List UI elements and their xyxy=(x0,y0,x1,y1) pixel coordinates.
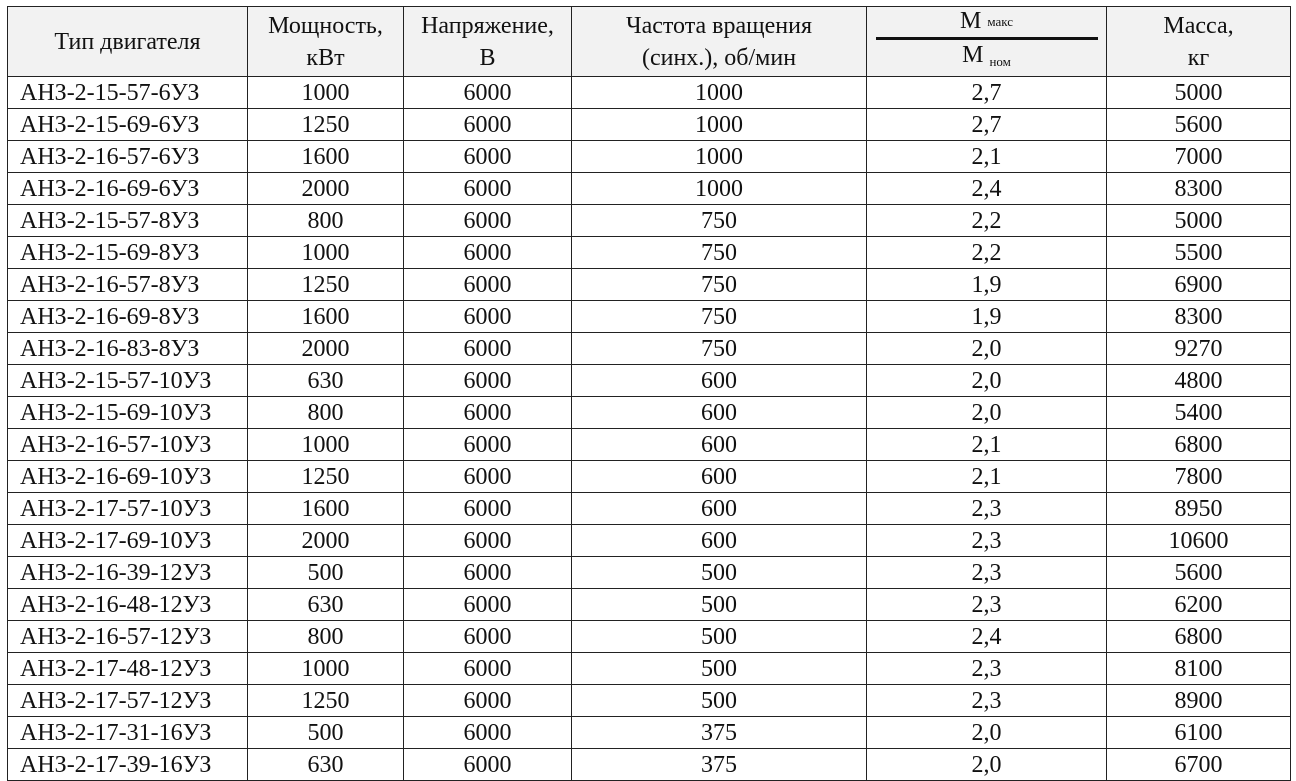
cell-torque-ratio: 2,7 xyxy=(867,109,1107,141)
cell-type: АНЗ-2-15-69-8УЗ xyxy=(8,237,248,269)
cell-mass: 7000 xyxy=(1107,141,1291,173)
header-power-line2: кВт xyxy=(306,44,345,71)
cell-mass: 9270 xyxy=(1107,333,1291,365)
cell-type: АНЗ-2-16-39-12УЗ xyxy=(8,557,248,589)
cell-mass: 6800 xyxy=(1107,621,1291,653)
cell-power: 2000 xyxy=(248,173,404,205)
cell-type: АНЗ-2-15-69-6УЗ xyxy=(8,109,248,141)
table-row xyxy=(8,397,1291,429)
torque-denominator-subscript: ном xyxy=(989,54,1011,69)
cell-torque-ratio: 2,3 xyxy=(867,653,1107,685)
cell-speed: 600 xyxy=(572,461,867,493)
cell-speed: 500 xyxy=(572,685,867,717)
cell-power: 500 xyxy=(248,717,404,749)
cell-mass: 6100 xyxy=(1107,717,1291,749)
header-type xyxy=(8,7,248,77)
cell-speed: 375 xyxy=(572,749,867,781)
torque-denominator xyxy=(876,41,1098,76)
table-row xyxy=(8,173,1291,205)
cell-power: 1000 xyxy=(248,429,404,461)
cell-voltage: 6000 xyxy=(404,109,572,141)
cell-power: 1250 xyxy=(248,685,404,717)
header-speed-line2: (синх.), об/мин xyxy=(641,44,797,71)
cell-type: АНЗ-2-16-69-10УЗ xyxy=(8,461,248,493)
cell-voltage: 6000 xyxy=(404,749,572,781)
cell-speed: 375 xyxy=(572,717,867,749)
table-header xyxy=(8,7,1291,77)
cell-power: 630 xyxy=(248,749,404,781)
cell-voltage: 6000 xyxy=(404,653,572,685)
cell-power: 800 xyxy=(248,205,404,237)
cell-speed: 750 xyxy=(572,301,867,333)
cell-voltage: 6000 xyxy=(404,685,572,717)
cell-speed: 500 xyxy=(572,621,867,653)
table-row xyxy=(8,205,1291,237)
fraction-bar xyxy=(876,37,1098,40)
cell-torque-ratio: 2,4 xyxy=(867,173,1107,205)
cell-type: АНЗ-2-17-39-16УЗ xyxy=(8,749,248,781)
torque-numerator-subscript: макс xyxy=(987,14,1013,29)
torque-ratio-fraction xyxy=(876,7,1098,76)
cell-mass: 5600 xyxy=(1107,109,1291,141)
cell-voltage: 6000 xyxy=(404,397,572,429)
header-power-line1: Мощность, xyxy=(268,12,383,39)
header-speed xyxy=(572,7,867,77)
header-voltage-line1: Напряжение, xyxy=(421,12,554,39)
cell-voltage: 6000 xyxy=(404,141,572,173)
cell-mass: 7800 xyxy=(1107,461,1291,493)
cell-type: АНЗ-2-16-57-8УЗ xyxy=(8,269,248,301)
cell-type: АНЗ-2-15-57-10УЗ xyxy=(8,365,248,397)
cell-type: АНЗ-2-15-57-6УЗ xyxy=(8,77,248,109)
table-row xyxy=(8,493,1291,525)
table-row xyxy=(8,525,1291,557)
header-power xyxy=(248,7,404,77)
cell-type: АНЗ-2-16-48-12УЗ xyxy=(8,589,248,621)
cell-torque-ratio: 2,3 xyxy=(867,557,1107,589)
table-row xyxy=(8,429,1291,461)
header-voltage-line2: В xyxy=(479,44,496,71)
cell-power: 1250 xyxy=(248,269,404,301)
motor-specs-table xyxy=(7,6,1291,781)
table-row xyxy=(8,269,1291,301)
table-row xyxy=(8,685,1291,717)
cell-voltage: 6000 xyxy=(404,301,572,333)
cell-mass: 6200 xyxy=(1107,589,1291,621)
cell-mass: 6700 xyxy=(1107,749,1291,781)
cell-torque-ratio: 2,2 xyxy=(867,205,1107,237)
table-row xyxy=(8,717,1291,749)
cell-mass: 8300 xyxy=(1107,301,1291,333)
cell-type: АНЗ-2-16-69-6УЗ xyxy=(8,173,248,205)
cell-mass: 5000 xyxy=(1107,77,1291,109)
cell-voltage: 6000 xyxy=(404,205,572,237)
table-row xyxy=(8,77,1291,109)
cell-mass: 10600 xyxy=(1107,525,1291,557)
cell-mass: 5600 xyxy=(1107,557,1291,589)
motor-specs-table-wrapper xyxy=(7,6,1291,781)
torque-numerator-symbol: М xyxy=(959,8,982,34)
cell-type: АНЗ-2-17-57-12УЗ xyxy=(8,685,248,717)
cell-power: 630 xyxy=(248,589,404,621)
table-row xyxy=(8,749,1291,781)
cell-mass: 8300 xyxy=(1107,173,1291,205)
table-row xyxy=(8,621,1291,653)
cell-type: АНЗ-2-17-48-12УЗ xyxy=(8,653,248,685)
cell-type: АНЗ-2-16-57-6УЗ xyxy=(8,141,248,173)
header-mass-line2: кг xyxy=(1187,44,1210,71)
cell-power: 1600 xyxy=(248,141,404,173)
cell-voltage: 6000 xyxy=(404,173,572,205)
cell-speed: 1000 xyxy=(572,77,867,109)
cell-torque-ratio: 2,0 xyxy=(867,365,1107,397)
cell-torque-ratio: 1,9 xyxy=(867,269,1107,301)
table-row xyxy=(8,589,1291,621)
cell-speed: 600 xyxy=(572,365,867,397)
cell-torque-ratio: 2,3 xyxy=(867,589,1107,621)
table-row xyxy=(8,333,1291,365)
cell-power: 1600 xyxy=(248,493,404,525)
cell-speed: 750 xyxy=(572,237,867,269)
cell-mass: 5000 xyxy=(1107,205,1291,237)
table-row xyxy=(8,461,1291,493)
header-speed-line1: Частота вращения xyxy=(625,12,813,39)
cell-speed: 1000 xyxy=(572,109,867,141)
cell-speed: 1000 xyxy=(572,141,867,173)
header-row xyxy=(8,7,1291,77)
cell-torque-ratio: 2,3 xyxy=(867,685,1107,717)
header-voltage xyxy=(404,7,572,77)
cell-torque-ratio: 2,1 xyxy=(867,141,1107,173)
cell-speed: 1000 xyxy=(572,173,867,205)
cell-speed: 600 xyxy=(572,397,867,429)
cell-torque-ratio: 2,0 xyxy=(867,397,1107,429)
cell-voltage: 6000 xyxy=(404,333,572,365)
cell-speed: 500 xyxy=(572,653,867,685)
cell-power: 1600 xyxy=(248,301,404,333)
table-body xyxy=(8,77,1291,781)
table-row xyxy=(8,141,1291,173)
cell-mass: 6900 xyxy=(1107,269,1291,301)
cell-power: 500 xyxy=(248,557,404,589)
table-row xyxy=(8,237,1291,269)
cell-torque-ratio: 2,1 xyxy=(867,429,1107,461)
cell-power: 800 xyxy=(248,397,404,429)
cell-torque-ratio: 2,0 xyxy=(867,717,1107,749)
cell-type: АНЗ-2-15-57-8УЗ xyxy=(8,205,248,237)
cell-voltage: 6000 xyxy=(404,621,572,653)
cell-speed: 750 xyxy=(572,333,867,365)
cell-power: 1250 xyxy=(248,109,404,141)
cell-power: 1000 xyxy=(248,653,404,685)
cell-torque-ratio: 2,3 xyxy=(867,525,1107,557)
header-mass-line1: Масса, xyxy=(1163,12,1234,39)
cell-power: 2000 xyxy=(248,525,404,557)
cell-voltage: 6000 xyxy=(404,269,572,301)
cell-type: АНЗ-2-16-69-8УЗ xyxy=(8,301,248,333)
cell-torque-ratio: 2,1 xyxy=(867,461,1107,493)
cell-voltage: 6000 xyxy=(404,493,572,525)
cell-torque-ratio: 2,4 xyxy=(867,621,1107,653)
cell-type: АНЗ-2-17-69-10УЗ xyxy=(8,525,248,557)
cell-voltage: 6000 xyxy=(404,237,572,269)
cell-mass: 5400 xyxy=(1107,397,1291,429)
cell-speed: 600 xyxy=(572,525,867,557)
cell-speed: 600 xyxy=(572,429,867,461)
cell-type: АНЗ-2-16-83-8УЗ xyxy=(8,333,248,365)
cell-voltage: 6000 xyxy=(404,365,572,397)
cell-torque-ratio: 2,0 xyxy=(867,333,1107,365)
cell-speed: 750 xyxy=(572,205,867,237)
cell-voltage: 6000 xyxy=(404,77,572,109)
header-torque-ratio xyxy=(867,7,1107,77)
torque-denominator-symbol: М xyxy=(962,42,984,68)
table-row xyxy=(8,301,1291,333)
cell-mass: 4800 xyxy=(1107,365,1291,397)
table-row xyxy=(8,653,1291,685)
cell-speed: 600 xyxy=(572,493,867,525)
cell-voltage: 6000 xyxy=(404,461,572,493)
cell-type: АНЗ-2-16-57-10УЗ xyxy=(8,429,248,461)
cell-voltage: 6000 xyxy=(404,429,572,461)
cell-mass: 8900 xyxy=(1107,685,1291,717)
cell-torque-ratio: 2,3 xyxy=(867,493,1107,525)
cell-power: 1000 xyxy=(248,237,404,269)
cell-mass: 5500 xyxy=(1107,237,1291,269)
torque-numerator xyxy=(876,7,1098,36)
cell-power: 800 xyxy=(248,621,404,653)
cell-type: АНЗ-2-15-69-10УЗ xyxy=(8,397,248,429)
header-type-label: Тип двигателя xyxy=(54,28,201,55)
cell-power: 1000 xyxy=(248,77,404,109)
cell-power: 630 xyxy=(248,365,404,397)
cell-voltage: 6000 xyxy=(404,525,572,557)
cell-speed: 750 xyxy=(572,269,867,301)
cell-torque-ratio: 2,7 xyxy=(867,77,1107,109)
cell-torque-ratio: 1,9 xyxy=(867,301,1107,333)
cell-mass: 8950 xyxy=(1107,493,1291,525)
table-row xyxy=(8,557,1291,589)
cell-mass: 8100 xyxy=(1107,653,1291,685)
cell-mass: 6800 xyxy=(1107,429,1291,461)
cell-speed: 500 xyxy=(572,557,867,589)
cell-voltage: 6000 xyxy=(404,589,572,621)
table-row xyxy=(8,109,1291,141)
cell-power: 1250 xyxy=(248,461,404,493)
cell-power: 2000 xyxy=(248,333,404,365)
cell-type: АНЗ-2-17-31-16УЗ xyxy=(8,717,248,749)
cell-type: АНЗ-2-16-57-12УЗ xyxy=(8,621,248,653)
table-row xyxy=(8,365,1291,397)
header-mass xyxy=(1107,7,1291,77)
cell-speed: 500 xyxy=(572,589,867,621)
cell-voltage: 6000 xyxy=(404,717,572,749)
cell-type: АНЗ-2-17-57-10УЗ xyxy=(8,493,248,525)
cell-torque-ratio: 2,0 xyxy=(867,749,1107,781)
cell-voltage: 6000 xyxy=(404,557,572,589)
cell-torque-ratio: 2,2 xyxy=(867,237,1107,269)
